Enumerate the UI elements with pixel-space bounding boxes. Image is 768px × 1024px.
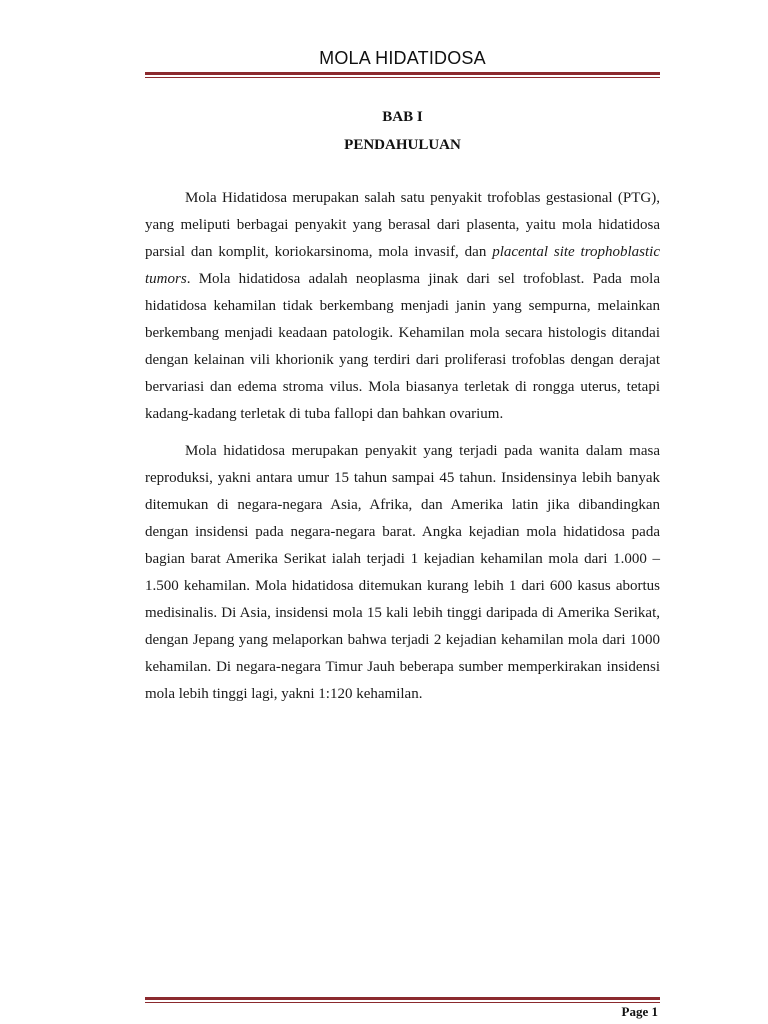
chapter-number: BAB I [382, 109, 423, 125]
paragraph-2: Mola hidatidosa merupakan penyakit yang terjadi pada wanita dalam masa reproduksi, yakni antara umur 15 tahun sampai 45 tahun. Insidensinya lebih banyak ditemukan di negara-negara Asia, Afrika, dan Amerika latin jika dibandingkan dengan insidensi pada negara-negara barat. Angka kejadian mola hidatidosa pada bagian barat Amerika Serikat ialah terjadi 1 kejadian kehamilan mola dari 1.000 – 1.500 kehamilan. Mola hidatidosa ditemukan kurang lebih 1 dari 600 kasus abortus medisinalis. Di Asia, insidensi mola 15 kali lebih tinggi daripada di Amerika Serikat, dengan Jepang yang melaporkan bahwa terjadi 2 kejadian kehamilan mola dari 1000 kehamilan. Di negara-negara Timur Jauh beberapa sumber memperkirakan insidensi mola lebih tinggi lagi, yakni 1:120 kehamilan. [145, 443, 660, 702]
body-text [145, 185, 660, 718]
header-rule-thin-line [145, 77, 660, 78]
paragraph-1 [145, 185, 660, 428]
paragraph-1-text-end: . Mola hidatidosa adalah neoplasma jinak dari sel trofoblast. Pada mola hidatidosa kehamilan tidak berkembang menjadi janin yang sempurna, melainkan berkembang menjadi keadaan patologik. Kehamilan mola secara histologis ditandai dengan kelainan vili khorionik yang terdiri dari proliferasi trofoblas dengan derajat bervariasi dan edema stroma vilus. Mola biasanya terletak di rongga uterus, tetapi kadang-kadang terletak di tuba fallopi dan bahkan ovarium. [145, 271, 660, 422]
header-rule-thick-line [145, 72, 660, 75]
paragraph-1-text-start: Mola Hidatidosa merupakan salah satu penyakit trofoblas gestasional (PTG), yang meliputi berbagai penyakit yang berasal dari plasenta, yaitu mola hidatidosa parsial dan komplit, koriokarsinoma, mola invasif, dan [145, 190, 660, 260]
chapter-title: PENDAHULUAN [344, 137, 461, 153]
page-number: Page 1 [621, 1004, 658, 1019]
footer-rule-thick-line [145, 997, 660, 1000]
header-rule [145, 72, 660, 78]
running-header-title: MOLA HIDATIDOSA [319, 48, 486, 68]
footer-rule [145, 997, 660, 1003]
paragraph-1-italic-term: placental site trophoblastic tumors [145, 244, 660, 287]
footer-rule-thin-line [145, 1002, 660, 1003]
